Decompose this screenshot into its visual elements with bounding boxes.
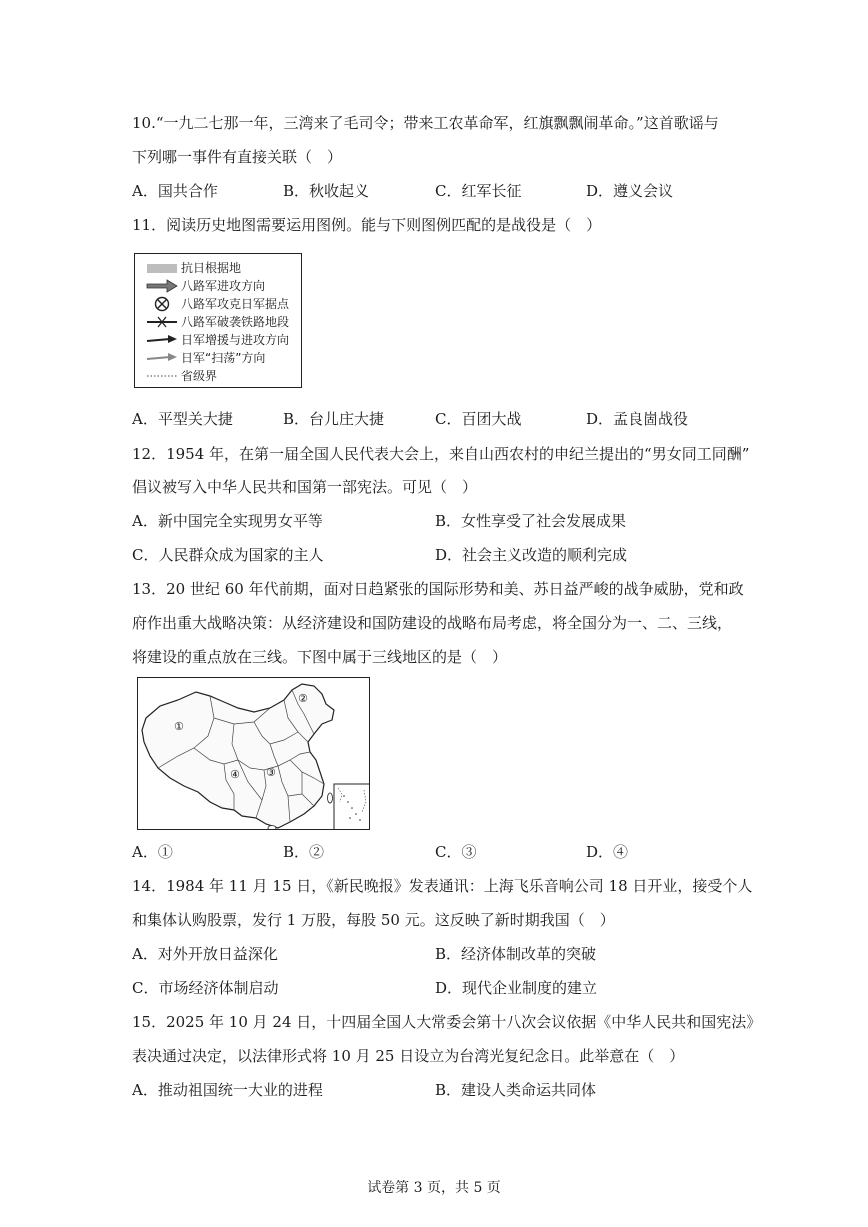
legend-label: 八路军攻克日军据点	[181, 297, 290, 311]
q15-stem-line2: 表决通过决定，以法律形式将 10 月 25 日设立为台湾光复纪念日。此举意在（ ）	[132, 1047, 685, 1065]
q11-stem: 11．阅读历史地图需要运用图例。能与下则图例匹配的是战役是（ ）	[132, 216, 602, 234]
circled-x-icon	[143, 296, 181, 312]
q14-option-c: C．市场经济体制启动	[132, 979, 279, 997]
q12-stem-line1: 12．1954 年，在第一届全国人民代表大会上，来自山西农村的申纪兰提出的“男女同工同酬”	[132, 445, 750, 463]
q10-option-b: B．秋收起义	[283, 182, 370, 200]
q12-option-d: D．社会主义改造的顺利完成	[435, 546, 628, 564]
china-map	[137, 677, 370, 830]
q11-option-b: B．台儿庄大捷	[283, 410, 385, 428]
q14-option-b: B．经济体制改革的突破	[435, 945, 597, 963]
legend-label: 日军“扫荡”方向	[181, 351, 266, 365]
legend-row-railway-sabotage	[143, 314, 289, 330]
legend-label: 日军增援与进攻方向	[181, 333, 290, 347]
map-marker-1: ①	[174, 720, 184, 733]
dotted-line-icon	[143, 368, 181, 384]
legend-row-captured-stronghold	[143, 296, 289, 312]
q15-stem-line1: 15．2025 年 10 月 24 日，十四届全国人大常委会第十八次会议依据《中华人民共和国宪法》	[132, 1013, 762, 1031]
q10-option-c: C．红军长征	[435, 182, 522, 200]
q15-option-a: A．推动祖国统一大业的进程	[132, 1081, 323, 1099]
map-marker-4: ④	[230, 768, 240, 781]
q13-stem-line1: 13．20 世纪 60 年代前期，面对日趋紧张的国际形势和美、苏日益严峻的战争威胁，党和政	[132, 580, 744, 598]
legend-row-province-boundary	[143, 368, 217, 384]
q13-stem-line3: 将建设的重点放在三线。下图中属于三线地区的是（ ）	[132, 648, 508, 666]
q14-stem-line1: 14．1984 年 11 月 15 日，《新民晚报》发表通讯：上海飞乐音响公司 18 日开业，接受个人	[132, 877, 753, 895]
q13-stem-line2: 府作出重大战略决策：从经济建设和国防建设的战略布局考虑，将全国分为一、二、三线，	[132, 614, 733, 632]
q13-option-a: A．①	[132, 843, 173, 861]
q12-option-b: B．女性享受了社会发展成果	[435, 512, 627, 530]
q10-stem-line2: 下列哪一事件有直接关联（ ）	[132, 148, 343, 166]
q10-stem-line1: 10.“一九二七那一年，三湾来了毛司令；带来工农革命军，红旗飘飘闹革命。”这首歌谣与	[132, 114, 719, 132]
q14-option-a: A．对外开放日益深化	[132, 945, 278, 963]
q11-option-c: C．百团大战	[435, 410, 522, 428]
q13-option-d: D．④	[586, 843, 629, 861]
legend-row-japanese-mopup	[143, 350, 265, 366]
map-marker-3: ③	[266, 766, 276, 779]
legend-row-japanese-reinforce	[143, 332, 289, 348]
q11-option-d: D．孟良崮战役	[586, 410, 689, 428]
q14-stem-line2: 和集体认购股票，发行 1 万股，每股 50 元。这反映了新时期我国（ ）	[132, 911, 615, 929]
legend-row-base-area	[143, 260, 241, 276]
crossed-line-icon	[143, 314, 181, 330]
map-marker-2: ②	[298, 692, 308, 705]
legend-label: 八路军破袭铁路地段	[181, 315, 290, 329]
legend-label: 省级界	[181, 369, 218, 383]
q12-option-a: A．新中国完全实现男女平等	[132, 512, 323, 530]
shaded-area-swatch-icon	[143, 260, 181, 276]
q12-stem-line2: 倡议被写入中华人民共和国第一部宪法。可见（ ）	[132, 478, 478, 496]
q13-option-b: B．②	[283, 843, 325, 861]
q12-option-c: C．人民群众成为国家的主人	[132, 546, 324, 564]
legend-row-eighth-route-attack	[143, 278, 265, 294]
broad-arrow-icon	[143, 278, 181, 294]
q14-option-d: D．现代企业制度的建立	[435, 979, 598, 997]
china-outline-map	[138, 678, 370, 830]
q15-option-b: B．建设人类命运共同体	[435, 1081, 597, 1099]
page-footer: 试卷第 3 页，共 5 页	[367, 1180, 501, 1196]
map-legend	[134, 253, 302, 388]
q10-option-a: A．国共合作	[132, 182, 218, 200]
legend-label: 八路军进攻方向	[181, 279, 266, 293]
gray-arrow-icon	[143, 350, 181, 366]
q11-option-a: A．平型关大捷	[132, 410, 233, 428]
dark-arrow-icon	[143, 332, 181, 348]
q13-option-c: C．③	[435, 843, 477, 861]
legend-label: 抗日根据地	[181, 261, 242, 275]
q10-option-d: D．遵义会议	[586, 182, 674, 200]
